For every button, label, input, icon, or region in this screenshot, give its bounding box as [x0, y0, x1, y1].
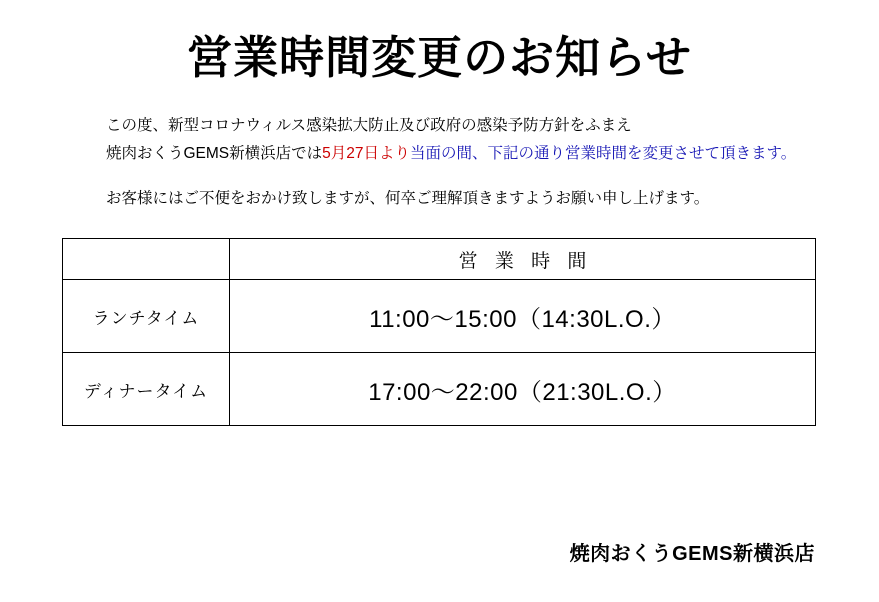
table-row-label-dinner: ディナータイム [63, 353, 230, 426]
table-row [63, 353, 816, 426]
table-header-hours-cell: 営 業 時 間 [230, 239, 816, 280]
paragraph-line-2-part-3: 当面の間、下記の通り営業時間を変更させて頂きます。 [410, 145, 797, 163]
business-hours-table [62, 238, 816, 426]
table-row-value-dinner: 17:00〜22:00（21:30L.O.） [230, 353, 816, 426]
table-header-row [63, 239, 816, 280]
table-row [63, 280, 816, 353]
paragraph-line-3: お客様にはご不便をおかけ致しますが、何卒ご理解頂きますようお願い申し上げます。 [106, 189, 710, 207]
paragraph-line-1: この度、新型コロナウィルス感染拡大防止及び政府の感染予防方針をふまえ [106, 116, 632, 134]
paragraph-line-2 [106, 146, 839, 162]
paragraph-line-2-date-highlight: 5月27日より [322, 145, 411, 163]
table-header-blank-cell [63, 239, 230, 280]
paragraph-spacer [106, 162, 839, 191]
notice-body [0, 118, 879, 207]
table-row-label-lunch: ランチタイム [63, 280, 230, 353]
paragraph-line-2-part-1: 焼肉おくうGEMS新横浜店では [106, 145, 323, 163]
table-row-value-lunch: 11:00〜15:00（14:30L.O.） [230, 280, 816, 353]
page-title: 営業時間変更のお知らせ [187, 32, 692, 83]
store-signature: 焼肉おくうGEMS新横浜店 [569, 543, 815, 565]
